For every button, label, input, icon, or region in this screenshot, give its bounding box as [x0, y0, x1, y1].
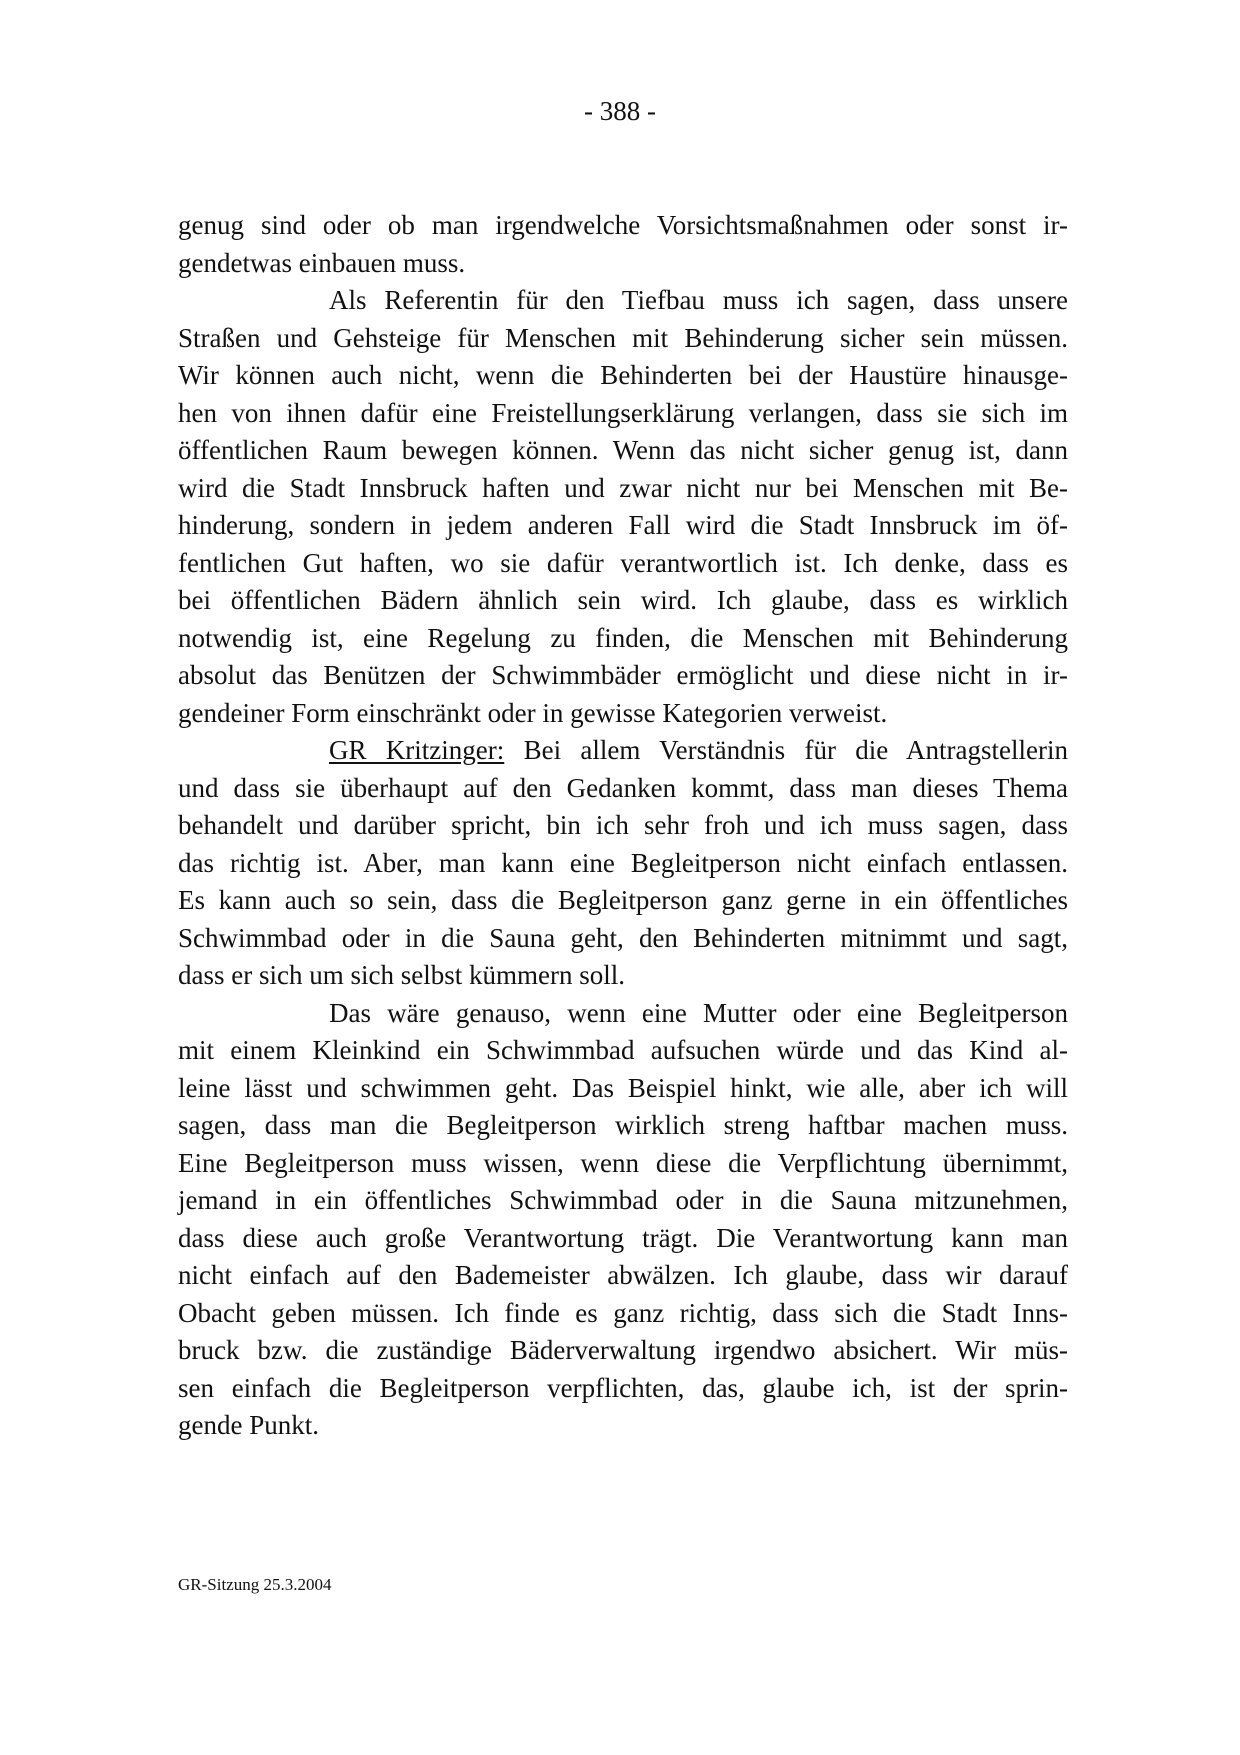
text-line: genug sind oder ob man irgendwelche Vorsichtsmaßnahmen oder sonst ir- [178, 210, 1068, 240]
speaker-statement: Bei allem Verständnis für die Antragstellerin [504, 735, 1069, 765]
text-line: hinderung, sondern in jedem anderen Fall wird die Stadt Innsbruck im öf- [178, 510, 1068, 540]
text-line: dass er sich um sich selbst kümmern soll. [178, 960, 625, 990]
text-line: sen einfach die Begleitperson verpflichten, das, glaube ich, ist der sprin- [178, 1372, 1068, 1403]
text-line: und dass sie überhaupt auf den Gedanken kommt, dass man dieses Thema [178, 772, 1068, 803]
body-text [178, 207, 1068, 1445]
text-line: Das wäre genauso, wenn eine Mutter oder eine Begleitperson [329, 997, 1068, 1028]
text-line: dass diese auch große Verantwortung trägt. Die Verantwortung kann man [178, 1222, 1068, 1253]
text-line: absolut das Benützen der Schwimmbäder ermöglicht und diese nicht in ir- [178, 660, 1068, 690]
text-line: Schwimmbad oder in die Sauna geht, den Behinderten mitnimmt und sagt, [178, 922, 1068, 953]
speaker-line [178, 732, 1068, 770]
text-line: das richtig ist. Aber, man kann eine Begleitperson nicht einfach entlassen. [178, 847, 1068, 878]
text-line: gendeiner Form einschränkt oder in gewisse Kategorien verweist. [178, 697, 888, 728]
text-line: fentlichen Gut haften, wo sie dafür verantwortlich ist. Ich denke, dass es [178, 547, 1068, 578]
text-line: leine lässt und schwimmen geht. Das Beispiel hinkt, wie alle, aber ich will [178, 1072, 1068, 1103]
footer-session-date: GR-Sitzung 25.3.2004 [178, 1575, 332, 1594]
text-line: bruck bzw. die zuständige Bäderverwaltung irgendwo absichert. Wir müs- [178, 1335, 1068, 1365]
text-line: bei öffentlichen Bädern ähnlich sein wird. Ich glaube, dass es wirklich [178, 585, 1068, 615]
text-line: Es kann auch so sein, dass die Begleitperson ganz gerne in ein öffentliches [178, 885, 1068, 915]
text-line: Eine Begleitperson muss wissen, wenn diese die Verpflichtung übernimmt, [178, 1147, 1068, 1178]
text-line: wird die Stadt Innsbruck haften und zwar nicht nur bei Menschen mit Be- [178, 472, 1068, 503]
text-line: gendetwas einbauen muss. [178, 247, 466, 278]
text-line: Obacht geben müssen. Ich finde es ganz richtig, dass sich die Stadt Inns- [178, 1297, 1068, 1328]
text-line: mit einem Kleinkind ein Schwimmbad aufsuchen würde und das Kind al- [178, 1035, 1068, 1065]
text-line: öffentlichen Raum bewegen können. Wenn das nicht sicher genug ist, dann [178, 435, 1068, 465]
text-line: nicht einfach auf den Bademeister abwälzen. Ich glaube, dass wir darauf [178, 1260, 1068, 1290]
text-line: hen von ihnen dafür eine Freistellungserklärung verlangen, dass sie sich im [178, 397, 1068, 428]
text-line: behandelt und darüber spricht, bin ich sehr froh und ich muss sagen, dass [178, 810, 1068, 840]
page-number: - 388 - [584, 96, 656, 126]
text-line: jemand in ein öffentliches Schwimmbad oder in die Sauna mitzunehmen, [178, 1185, 1068, 1215]
text-line: sagen, dass man die Begleitperson wirklich streng haftbar machen muss. [178, 1110, 1068, 1140]
text-line: Straßen und Gehsteige für Menschen mit Behinderung sicher sein müssen. [178, 322, 1068, 353]
text-line: Als Referentin für den Tiefbau muss ich sagen, dass unsere [329, 285, 1068, 315]
speaker-name: GR Kritzinger: [329, 735, 505, 765]
text-line: notwendig ist, eine Regelung zu finden, die Menschen mit Behinderung [178, 622, 1068, 653]
text-line: gende Punkt. [178, 1410, 319, 1440]
text-line: Wir können auch nicht, wenn die Behinderten bei der Haustüre hinausge- [178, 360, 1068, 390]
